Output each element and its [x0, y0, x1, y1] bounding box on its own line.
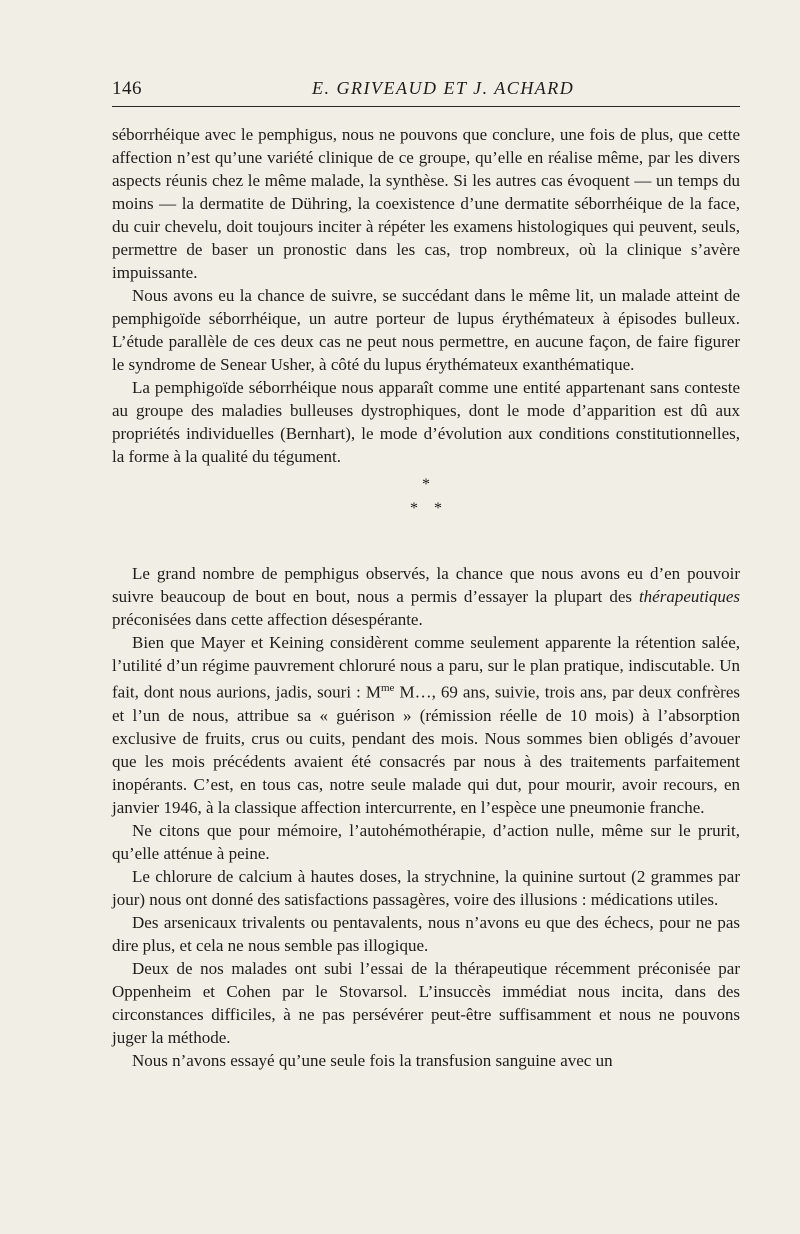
asterism-star: *	[434, 500, 442, 517]
paragraph: séborrhéique avec le pemphigus, nous ne pouvons que conclure, une fois de plus, que cette affection n’est qu’une variété clinique de ce groupe, qu’elle en réalise même, par les divers aspects réunis chez le même malade, la synthèse. Si les autres cas évoquent — un temps du moins — la dermatite de Dühring, la coexistence d’une dermatite séborrhéique de la face, du cuir chevelu, doit toujours inciter à répéter les examens histologiques qui peuvent, seuls, permettre de baser un pronostic dans les cas, trop nombreux, où la clinique s’avère impuissante.	[112, 125, 740, 282]
paragraph: Le chlorure de calcium à hautes doses, la strychnine, la quinine surtout (2 grammes par jour) nous ont donné des satisfactions passagères, voire des illusions : médications utiles.	[112, 866, 740, 909]
superscript: me	[380, 682, 395, 694]
paragraph: Le grand nombre de pemphigus observés, la chance que nous avons eu d’en pouvoir suivre beaucoup de bout en bout, nous a permis d’essayer la plupart des thérapeutiques préconisées dans cette affection désespérante.	[112, 564, 740, 629]
asterism-star: *	[422, 476, 430, 493]
paragraph: Nous n’avons essayé qu’une seule fois la transfusion sanguine avec un	[132, 1050, 613, 1070]
paragraph: Nous avons eu la chance de suivre, se succédant dans le même lit, un malade atteint de pemphigoïde séborrhéique, un autre porteur de lupus érythémateux à épisodes bulleux. L’étude parallèle de ces deux cas ne peut nous permettre, en aucune façon, de faire figurer le syndrome de Senear Usher, à côté du lupus érythémateux exanthématique.	[112, 286, 740, 374]
header-rule	[112, 106, 740, 107]
page-header	[112, 78, 740, 102]
asterism-star: *	[410, 500, 418, 517]
running-head: E. GRIVEAUD ET J. ACHARD	[312, 78, 575, 98]
paragraph: Bien que Mayer et Keining considèrent comme seulement apparente la rétention salée, l’utilité d’un régime pauvrement chloruré nous a paru, sur le plan pratique, indiscutable. Un fait, dont nous aurions, jadis, souri : $M^{me}$ M…, 69 ans, suivie, trois ans, par deux confrères et l’un de nous, attribue sa « guérison » (rémission réelle de 10 mois) à l’absorption exclusive de fruits, crus ou cuits, pendant des mois. Nous sommes bien obligés d’avouer que les mois précédents avaient été consacrés par nous à des traitements parfaitement inopérants. C’est, en tous cas, notre seule malade qui dut, pour mourir, avoir recours, en janvier 1946, à la classique affection intercurrente, en l’espèce une pneumonie franche.	[112, 633, 741, 817]
section-asterism	[112, 472, 740, 524]
paragraph: Deux de nos malades ont subi l’essai de la thérapeutique récemment préconisée par Oppenheim et Cohen par le Stovarsol. L’insuccès immédiat nous incita, dans des circonstances difficiles, à ne pas persévérer peut-être suffisamment et nous ne pouvons juger la méthode.	[112, 958, 740, 1047]
page-number: 146	[112, 78, 142, 99]
italic-term: thérapeutiques	[638, 587, 740, 606]
paragraph: Ne citons que pour mémoire, l’autohémothérapie, d’action nulle, même sur le prurit, qu’elle atténue à peine.	[112, 820, 740, 863]
paragraph: Des arsenicaux trivalents ou pentavalents, nous n’avons eu que des échecs, pour ne pas dire plus, et cela ne nous semble pas illogique.	[112, 912, 740, 955]
paragraph: La pemphigoïde séborrhéique nous apparaît comme une entité appartenant sans conteste au groupe des maladies bulleuses dystrophiques, dont le mode d’apparition est dû aux propriétés individuelles (Bernhart), le mode d’évolution aux conditions constitutionnelles, la forme à la qualité du tégument.	[112, 378, 740, 466]
section-therapeutics	[112, 562, 740, 1072]
body-text	[112, 123, 740, 1072]
